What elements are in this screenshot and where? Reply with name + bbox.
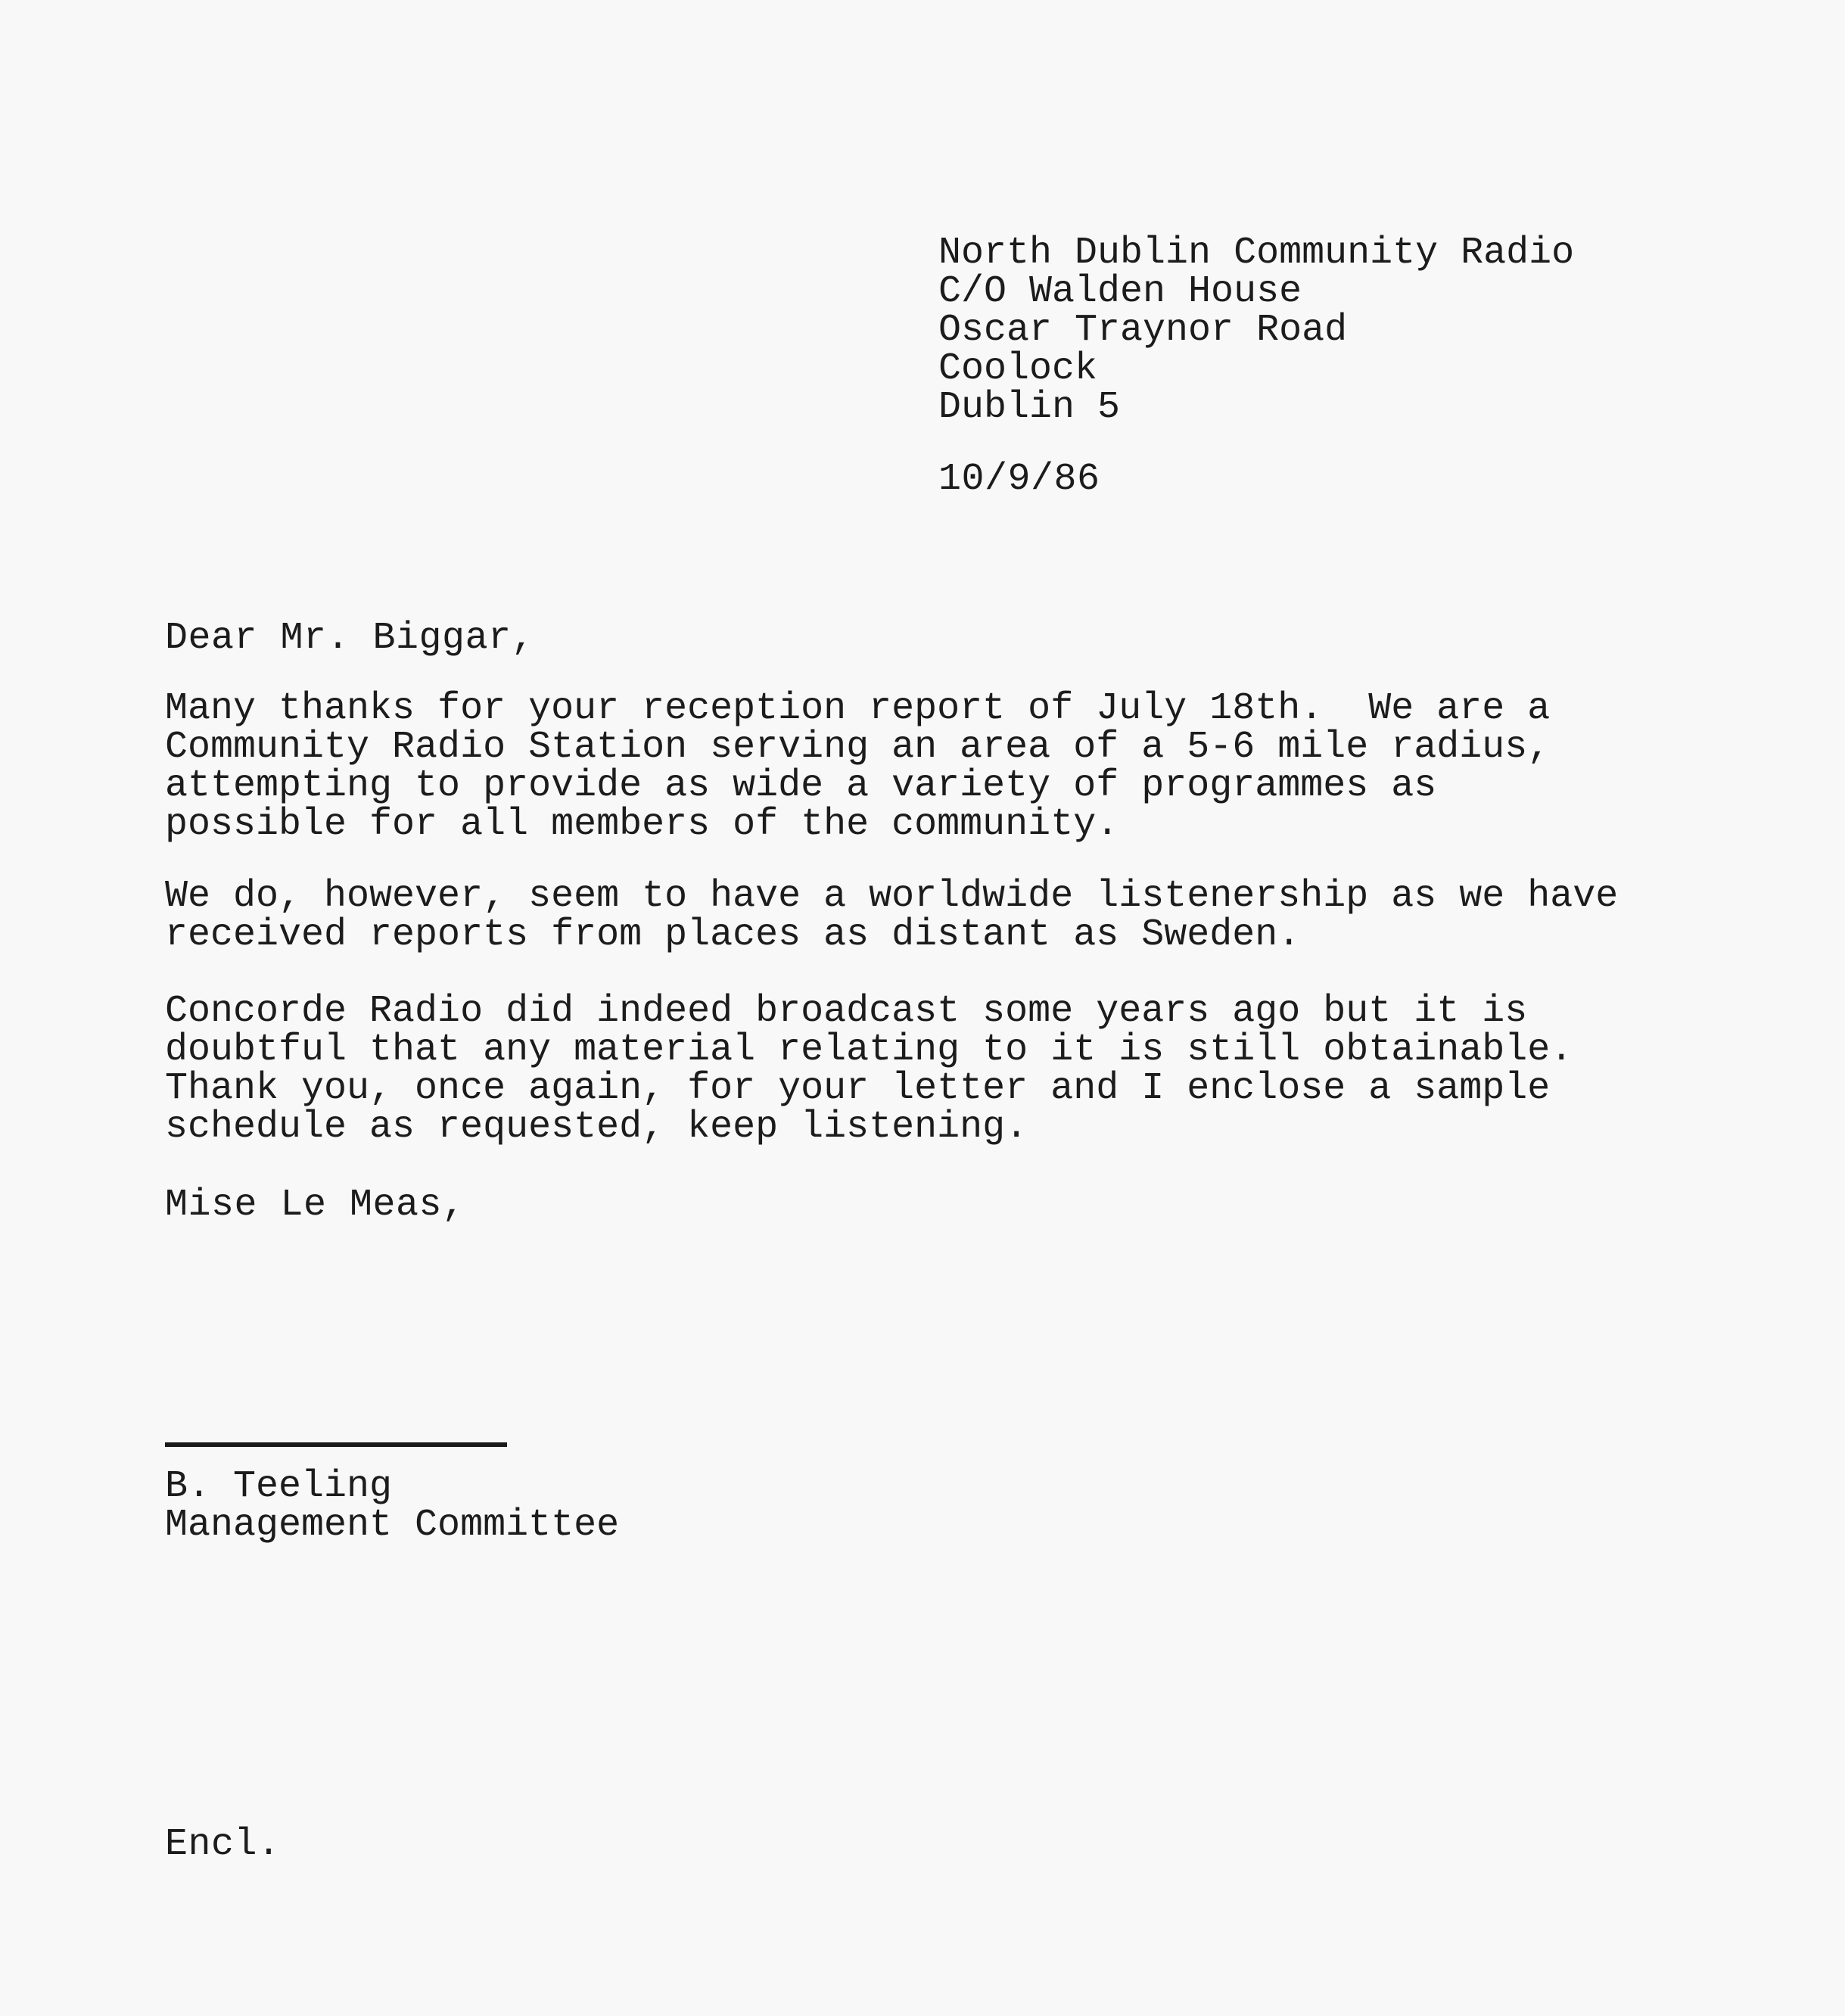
signature-line — [165, 1442, 507, 1447]
address-line-organization: North Dublin Community Radio — [938, 232, 1575, 275]
paragraph-line: possible for all members of the community. — [165, 803, 1119, 846]
letter-date: 10/9/86 — [938, 458, 1100, 501]
paragraph-line: attempting to provide as wide a variety of programmes as — [165, 764, 1437, 807]
address-line-care-of: C/O Walden House — [938, 270, 1302, 313]
signer-title: Management Committee — [165, 1504, 620, 1547]
sender-address — [938, 234, 1574, 427]
body-paragraph-3 — [165, 990, 1573, 1149]
paragraph-line: Many thanks for your reception report of July 18th. We are a — [165, 687, 1551, 730]
body-paragraph-2 — [165, 875, 1619, 957]
signer-block — [165, 1467, 619, 1545]
paragraph-line: We do, however, seem to have a worldwide listenership as we have — [165, 875, 1619, 918]
address-line-locality: Coolock — [938, 347, 1098, 390]
closing: Mise Le Meas, — [165, 1184, 465, 1227]
address-line-city: Dublin 5 — [938, 386, 1121, 429]
salutation: Dear Mr. Biggar, — [165, 617, 535, 660]
signer-name: B. Teeling — [165, 1465, 393, 1508]
paragraph-line: Community Radio Station serving an area of a 5-6 mile radius, — [165, 726, 1551, 769]
body-paragraph-1 — [165, 689, 1550, 844]
address-line-street: Oscar Traynor Road — [938, 309, 1348, 352]
paragraph-line: schedule as requested, keep listening. — [165, 1106, 1028, 1149]
paragraph-line: received reports from places as distant as Sweden. — [165, 913, 1301, 957]
paragraph-line: Thank you, once again, for your letter and I enclose a sample — [165, 1067, 1551, 1110]
paragraph-line: doubtful that any material relating to it is still obtainable. — [165, 1028, 1573, 1072]
enclosure-note: Encl. — [165, 1823, 281, 1866]
paragraph-line: Concorde Radio did indeed broadcast some years ago but it is — [165, 990, 1528, 1033]
